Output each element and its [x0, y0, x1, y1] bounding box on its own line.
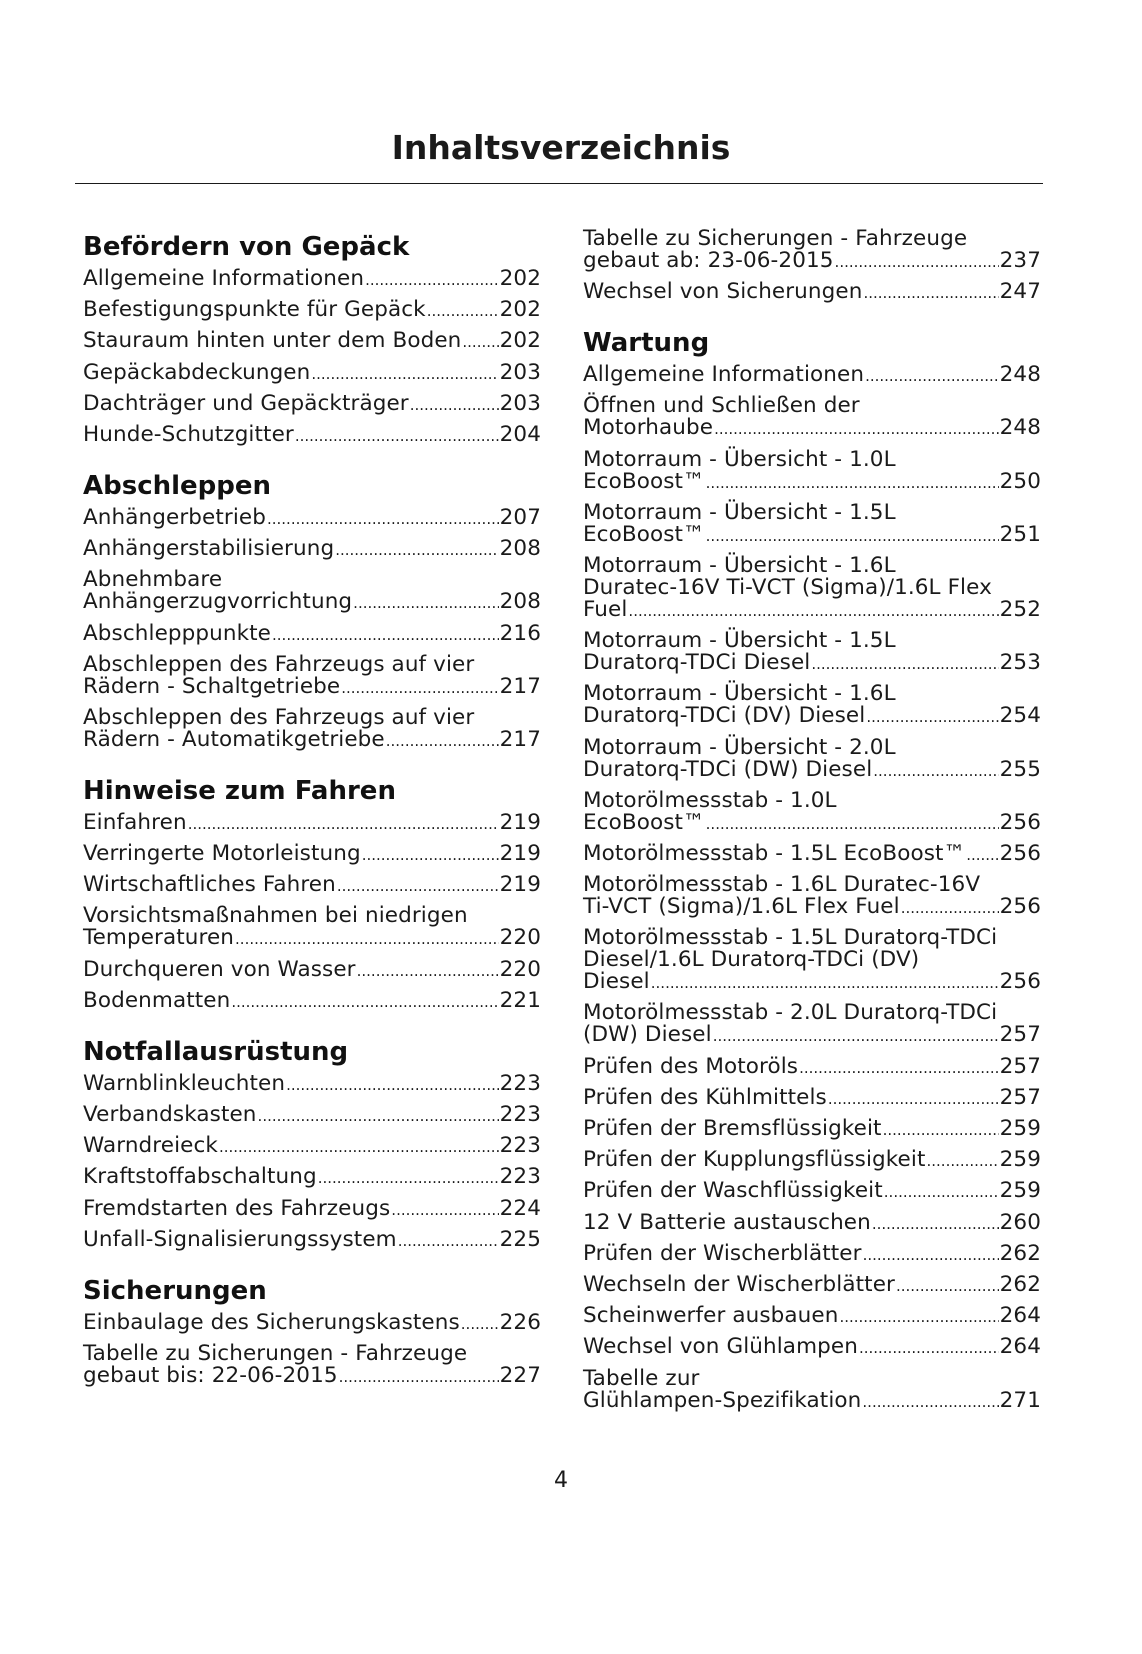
dot-leader: [362, 843, 499, 866]
toc-page-number: 223: [499, 1133, 541, 1159]
toc-entry[interactable]: [83, 987, 541, 1013]
toc-entry-row: [83, 390, 541, 416]
toc-entry-row: [83, 359, 541, 385]
dot-leader: [628, 599, 998, 622]
toc-entry[interactable]: [83, 268, 541, 291]
dot-leader: [295, 424, 499, 447]
dot-leader: [651, 971, 999, 994]
dot-leader: [835, 250, 999, 273]
page-number: 4: [554, 1468, 568, 1493]
dot-leader: [337, 874, 499, 897]
toc-entry[interactable]: [583, 1305, 1041, 1328]
toc-entry-title: Diesel: [583, 969, 650, 995]
dot-leader: [286, 1073, 499, 1096]
section-heading: Abschleppen: [83, 470, 272, 501]
toc-entry[interactable]: [583, 1336, 1041, 1359]
toc-section-abschleppen: [83, 469, 541, 752]
dot-leader: [866, 705, 998, 728]
toc-entry[interactable]: [583, 552, 1041, 622]
dot-leader: [896, 1274, 999, 1297]
toc-entry-row: [583, 1387, 1041, 1413]
toc-entry-title: Rädern - Schaltgetriebe: [83, 673, 341, 699]
dot-leader: [901, 896, 999, 919]
toc-page-number: 204: [499, 421, 541, 447]
dot-leader: [398, 1229, 499, 1252]
toc-entry[interactable]: [83, 1309, 541, 1335]
toc-entry-title: 12 V Batterie austauschen: [583, 1209, 871, 1235]
toc-entry[interactable]: [83, 1195, 541, 1221]
toc-entry-title-line: Motorraum - Übersicht - 1.5L: [583, 499, 896, 525]
toc-entry-row: [583, 1147, 1041, 1173]
toc-entry[interactable]: [83, 704, 541, 752]
section-heading: Sicherungen: [83, 1275, 267, 1306]
dot-leader: [799, 1056, 999, 1079]
toc-entry-title: gebaut ab: 23-06-2015: [583, 248, 834, 273]
toc-entry-row: [583, 1022, 1041, 1048]
toc-entry[interactable]: [583, 228, 1041, 273]
toc-entry-row: [583, 1271, 1041, 1297]
toc-entry[interactable]: [583, 1180, 1041, 1203]
toc-entry-row: [583, 468, 1041, 494]
toc-entry-title: Befestigungspunkte für Gepäck: [83, 297, 426, 323]
toc-entry-title: Duratorq-TDCi (DW) Diesel: [583, 756, 873, 782]
toc-entry-title: Warndreieck: [83, 1133, 218, 1159]
toc-page-number: 262: [999, 1271, 1041, 1297]
dot-leader: [410, 393, 499, 416]
toc-entry-title: Prüfen der Bremsflüssigkeit: [583, 1116, 882, 1141]
toc-page-number: 224: [499, 1195, 541, 1221]
toc-entry-row: [83, 1070, 541, 1096]
toc-entry[interactable]: [583, 874, 1041, 919]
toc-page-number: 207: [499, 504, 541, 530]
toc-page-number: 251: [999, 521, 1041, 547]
toc-entry[interactable]: [583, 364, 1041, 387]
toc-section-sicherungen: [83, 1274, 541, 1388]
toc-entry-title-line: Vorsichtsmaßnahmen bei niedrigen: [83, 903, 468, 929]
dot-leader: [706, 471, 999, 494]
section-heading: Notfallausrüstung: [83, 1036, 349, 1067]
toc-entry[interactable]: [583, 1209, 1041, 1235]
toc-entry-title-line: Motorraum - Übersicht - 1.6L: [583, 681, 896, 707]
toc-entry-title: Prüfen des Motoröls: [583, 1053, 799, 1079]
toc-entry-title: Wechsel von Glühlampen: [583, 1334, 858, 1360]
toc-entry-row: [583, 840, 1041, 866]
toc-entry-row: [83, 1309, 541, 1335]
toc-left-column: [83, 230, 541, 1410]
toc-entry-title: Ti-VCT (Sigma)/1.6L Flex Fuel: [583, 894, 900, 920]
toc-section-befoerdern-von-gepaeck: [83, 230, 541, 447]
toc-entry-title: Motorölmessstab - 1.5L EcoBoost™: [583, 840, 966, 866]
toc-entry[interactable]: [83, 421, 541, 447]
toc-entry-title: Prüfen der Waschflüssigkeit: [583, 1178, 883, 1204]
toc-entry[interactable]: [583, 395, 1041, 440]
toc-entry-title: Unfall-Signalisierungssystem: [83, 1226, 397, 1252]
toc-entry[interactable]: [83, 1340, 541, 1388]
toc-entry-title: Allgemeine Informationen: [83, 266, 365, 291]
dot-leader: [318, 1166, 499, 1189]
toc-page-number: 217: [499, 726, 541, 752]
toc-entry-title-line: Motorölmessstab - 1.5L Duratorq-TDCi: [583, 925, 998, 951]
toc-entry-title: gebaut bis: 22-06-2015: [83, 1362, 338, 1388]
dot-leader: [357, 959, 499, 982]
toc-entry-row: [583, 415, 1041, 441]
section-heading: Hinweise zum Fahren: [83, 775, 396, 806]
toc-page-number: 247: [999, 279, 1041, 305]
toc-entry[interactable]: [83, 538, 541, 561]
toc-entry-title: Prüfen des Kühlmittels: [583, 1084, 827, 1110]
dot-leader: [231, 990, 498, 1013]
toc-entry-title-line: Abschleppen des Fahrzeugs auf vier: [83, 651, 475, 677]
toc-entry[interactable]: [83, 620, 541, 646]
dot-leader: [272, 623, 499, 646]
toc-entry[interactable]: [583, 927, 1041, 994]
dot-leader: [353, 591, 498, 614]
toc-entry-title: Duratorq-TDCi (DV) Diesel: [583, 703, 866, 729]
toc-entry-row: [83, 841, 541, 867]
toc-entry[interactable]: [83, 843, 541, 866]
dot-leader: [863, 281, 998, 304]
toc-entry[interactable]: [583, 281, 1041, 304]
toc-entry[interactable]: [83, 504, 541, 530]
toc-page-number: 237: [999, 248, 1041, 273]
toc-page-number: 260: [999, 1209, 1041, 1235]
dot-leader: [188, 812, 499, 835]
toc-entry-title: Prüfen der Kupplungsflüssigkeit: [583, 1147, 926, 1173]
dot-leader: [927, 1149, 999, 1172]
dot-leader: [873, 759, 998, 782]
toc-entry-row: [83, 673, 541, 699]
toc-entry-title: Glühlampen-Spezifikation: [583, 1387, 862, 1413]
toc-entry-title: (DW) Diesel: [583, 1022, 712, 1048]
toc-entry-title-line: Motorölmessstab - 1.0L: [583, 787, 837, 813]
dot-leader: [267, 507, 499, 530]
toc-entry-row: [583, 521, 1041, 547]
dot-leader: [339, 1365, 499, 1388]
toc-entry-row: [83, 1133, 541, 1159]
toc-entry-row: [583, 756, 1041, 782]
toc-entry[interactable]: [83, 1226, 541, 1252]
toc-entry-row: [83, 1226, 541, 1252]
toc-entry-row: [83, 987, 541, 1013]
toc-entry-row: [83, 297, 541, 323]
toc-entry-title: Fremdstarten des Fahrzeugs: [83, 1195, 391, 1221]
toc-page-number: 264: [999, 1303, 1041, 1329]
toc-entry-title: Einfahren: [83, 809, 187, 835]
dot-leader: [828, 1087, 999, 1110]
toc-entry-row: [583, 1053, 1041, 1079]
dot-leader: [365, 268, 499, 291]
toc-entry-row: [83, 809, 541, 835]
toc-page-number: 203: [499, 359, 541, 385]
toc-entry[interactable]: [583, 1365, 1041, 1413]
toc-entry-title-line: Motorraum - Übersicht - 1.6L: [583, 552, 896, 578]
toc-entry[interactable]: [83, 1135, 541, 1158]
toc-page-number: 216: [499, 620, 541, 646]
toc-entry-title: Hunde-Schutzgitter: [83, 421, 294, 447]
toc-page-number: 227: [499, 1362, 541, 1388]
dot-leader: [341, 676, 498, 699]
toc-entry[interactable]: [83, 359, 541, 385]
toc-entry-title-line: Motorraum - Übersicht - 1.5L: [583, 628, 896, 654]
toc-section-hinweise-zum-fahren: [83, 774, 541, 1013]
toc-section-notfallausruestung: [83, 1035, 541, 1252]
toc-entry[interactable]: [583, 1240, 1041, 1266]
toc-entry-row: [583, 1334, 1041, 1360]
toc-page-number: 220: [499, 925, 541, 951]
dot-leader: [884, 1180, 999, 1203]
toc-page-number: 264: [999, 1334, 1041, 1360]
toc-page-number: 203: [499, 390, 541, 416]
dot-leader: [427, 299, 499, 322]
dot-leader: [865, 364, 999, 387]
toc-section-wartung: [583, 326, 1041, 1412]
section-heading: Befördern von Gepäck: [83, 232, 410, 262]
toc-entry-title: Einbaulage des Sicherungskastens: [83, 1309, 460, 1335]
toc-entry-title-line: Öffnen und Schließen der: [583, 393, 860, 419]
toc-entry[interactable]: [83, 905, 541, 950]
toc-page-number: 257: [999, 1084, 1041, 1110]
toc-entry-title: Durchqueren von Wasser: [83, 956, 356, 982]
toc-entry[interactable]: [583, 1149, 1041, 1172]
toc-entry-title: Stauraum hinten unter dem Boden: [83, 328, 462, 354]
toc-page-number: 248: [999, 415, 1041, 441]
title-divider: [75, 183, 1043, 184]
toc-page-number: 219: [499, 841, 541, 867]
toc-entry[interactable]: [583, 1002, 1041, 1047]
toc-page-number: 248: [999, 362, 1041, 388]
toc-entry[interactable]: [83, 956, 541, 982]
toc-entry-row: [83, 872, 541, 898]
toc-entry-row: [583, 1240, 1041, 1266]
dot-leader: [872, 1212, 999, 1235]
dot-leader: [713, 1024, 999, 1047]
dot-leader: [391, 1198, 498, 1221]
toc-entry-row: [83, 266, 541, 291]
toc-section-continued: [583, 228, 1041, 304]
toc-entry-title: Allgemeine Informationen: [583, 362, 865, 388]
toc-entry-row: [583, 248, 1041, 273]
toc-entry-row: [83, 504, 541, 530]
toc-entry-title-line: Motorölmessstab - 2.0L Duratorq-TDCi: [583, 1000, 998, 1026]
toc-entry-title: Abschlepppunkte: [83, 620, 272, 646]
toc-entry-title: Scheinwerfer ausbauen: [583, 1303, 839, 1329]
toc-page-number: 208: [499, 536, 541, 562]
toc-entry-row: [83, 726, 541, 752]
toc-entry[interactable]: [83, 390, 541, 416]
toc-entry-row: [583, 969, 1041, 995]
dot-leader: [462, 330, 498, 353]
toc-entry-row: [583, 894, 1041, 920]
toc-entry-title: Dachträger und Gepäckträger: [83, 390, 409, 416]
toc-entry-row: [83, 421, 541, 447]
toc-entry-row: [83, 1102, 541, 1127]
toc-page-number: 217: [499, 673, 541, 699]
toc-entry-row: [583, 1116, 1041, 1141]
toc-entry-title-line: Motorraum - Übersicht - 2.0L: [583, 734, 896, 760]
toc-entry-row: [83, 589, 541, 615]
toc-page-number: 259: [999, 1178, 1041, 1204]
toc-entry[interactable]: [83, 1070, 541, 1096]
toc-entry[interactable]: [583, 499, 1041, 547]
toc-entry-title: Motorhaube: [583, 415, 714, 441]
toc-entry-title: Prüfen der Wischerblätter: [583, 1240, 862, 1266]
toc-entry[interactable]: [83, 299, 541, 322]
toc-right-column: [583, 228, 1041, 1435]
toc-entry-row: [583, 703, 1041, 729]
toc-entry-row: [83, 536, 541, 562]
dot-leader: [883, 1118, 999, 1141]
toc-entry-title: Bodenmatten: [83, 987, 231, 1013]
toc-entry[interactable]: [83, 874, 541, 897]
toc-entry-row: [83, 956, 541, 982]
toc-entry[interactable]: [583, 734, 1041, 782]
toc-entry[interactable]: [583, 787, 1041, 835]
dot-leader: [311, 362, 498, 385]
toc-entry-title: Warnblinkleuchten: [83, 1070, 286, 1096]
section-heading: Wartung: [583, 328, 710, 359]
toc-entry[interactable]: [583, 683, 1041, 728]
toc-entry-title: Wirtschaftliches Fahren: [83, 872, 336, 898]
dot-leader: [335, 538, 498, 561]
dot-leader: [862, 1390, 998, 1413]
dot-leader: [219, 1135, 499, 1158]
toc-entry[interactable]: [583, 1053, 1041, 1079]
toc-entry-title-line: Abschleppen des Fahrzeugs auf vier: [83, 704, 475, 730]
toc-page-number: 253: [999, 650, 1041, 676]
toc-entry-title: Temperaturen: [83, 925, 235, 951]
toc-entry-row: [583, 1084, 1041, 1110]
toc-entry-title: EcoBoost™: [583, 809, 705, 835]
toc-entry-row: [583, 1209, 1041, 1235]
toc-page-number: 252: [999, 596, 1041, 622]
toc-page-number: 259: [999, 1147, 1041, 1173]
toc-page-number: 208: [499, 589, 541, 615]
toc-page-number: 256: [999, 809, 1041, 835]
toc-entry-title-line: Tabelle zu Sicherungen - Fahrzeuge: [83, 1340, 468, 1366]
page-title: Inhaltsverzeichnis: [391, 128, 731, 167]
toc-page-number: 223: [499, 1102, 541, 1127]
toc-entry-title: Verringerte Motorleistung: [83, 841, 361, 867]
toc-page-number: 219: [499, 809, 541, 835]
toc-entry[interactable]: [83, 1166, 541, 1189]
toc-page-number: 223: [499, 1164, 541, 1190]
dot-leader: [863, 1243, 999, 1266]
toc-page-number: 250: [999, 468, 1041, 494]
toc-entry-title-line: Tabelle zur: [583, 1365, 700, 1391]
toc-page-number: 221: [499, 987, 541, 1013]
toc-entry[interactable]: [583, 630, 1041, 675]
toc-entry[interactable]: [583, 1271, 1041, 1297]
toc-page-number: 256: [999, 969, 1041, 995]
dot-leader: [706, 524, 999, 547]
toc-entry-title-line: Tabelle zu Sicherungen - Fahrzeuge: [583, 226, 968, 251]
toc-entry-title: Wechsel von Sicherungen: [583, 279, 863, 305]
toc-page-number: 257: [999, 1022, 1041, 1048]
toc-page-number: 256: [999, 894, 1041, 920]
toc-entry-title: Rädern - Automatikgetriebe: [83, 726, 385, 752]
toc-entry-row: [83, 1195, 541, 1221]
toc-page-number: 271: [999, 1387, 1041, 1413]
dot-leader: [839, 1305, 998, 1328]
toc-page-number: 262: [999, 1240, 1041, 1266]
dot-leader: [386, 729, 499, 752]
toc-page-number: 255: [999, 756, 1041, 782]
toc-page-number: 223: [499, 1070, 541, 1096]
toc-entry-title: Wechseln der Wischerblätter: [583, 1271, 895, 1297]
toc-entry-title-line: Abnehmbare: [83, 567, 223, 593]
toc-entry[interactable]: [583, 840, 1041, 866]
toc-entry[interactable]: [83, 651, 541, 699]
toc-entry-row: [83, 1164, 541, 1190]
toc-entry[interactable]: [83, 330, 541, 353]
toc-entry-title: EcoBoost™: [583, 521, 705, 547]
toc-entry-row: [583, 1303, 1041, 1329]
toc-page-number: 225: [499, 1226, 541, 1252]
toc-entry-title: Verbandskasten: [83, 1102, 257, 1127]
toc-page-number: 254: [999, 703, 1041, 729]
toc-entry-row: [583, 596, 1041, 622]
toc-entry-title-line: Diesel/1.6L Duratorq-TDCi (DV): [583, 947, 920, 973]
toc-entry[interactable]: [583, 446, 1041, 494]
toc-entry-row: [583, 362, 1041, 388]
toc-entry-row: [83, 925, 541, 951]
dot-leader: [714, 417, 999, 440]
toc-entry-title: Kraftstoffabschaltung: [83, 1164, 317, 1190]
toc-entry-title: Anhängerstabilisierung: [83, 536, 335, 562]
dot-leader: [461, 1312, 499, 1335]
dot-leader: [706, 812, 999, 835]
toc-entry-row: [583, 1178, 1041, 1204]
toc-entry[interactable]: [83, 809, 541, 835]
dot-leader: [859, 1336, 999, 1359]
toc-page-number: 202: [499, 328, 541, 354]
toc-page-number: 226: [499, 1309, 541, 1335]
toc-page-number: 202: [499, 297, 541, 323]
toc-page-number: 220: [499, 956, 541, 982]
toc-entry-row: [83, 328, 541, 354]
toc-entry-title: Anhängerzugvorrichtung: [83, 589, 353, 615]
dot-leader: [235, 927, 499, 950]
toc-entry[interactable]: [583, 1084, 1041, 1110]
dot-leader: [811, 652, 998, 675]
toc-page-number: 219: [499, 872, 541, 898]
toc-entry-title-line: Duratec-16V Ti-VCT (Sigma)/1.6L Flex: [583, 574, 992, 600]
toc-entry-row: [83, 620, 541, 646]
toc-entry-title-line: Motorölmessstab - 1.6L Duratec-16V: [583, 872, 981, 898]
toc-entry-title: Anhängerbetrieb: [83, 504, 266, 530]
toc-page-number: 259: [999, 1116, 1041, 1141]
dot-leader: [258, 1104, 499, 1127]
toc-page-number: 257: [999, 1053, 1041, 1079]
toc-entry-row: [583, 279, 1041, 305]
toc-entry-title: EcoBoost™: [583, 468, 705, 494]
toc-entry-title: Fuel: [583, 596, 628, 622]
toc-entry-title-line: Motorraum - Übersicht - 1.0L: [583, 446, 896, 472]
toc-page-number: 256: [999, 840, 1041, 866]
toc-entry[interactable]: [83, 1104, 541, 1127]
toc-entry-row: [583, 809, 1041, 835]
toc-entry-row: [83, 1362, 541, 1388]
toc-entry[interactable]: [583, 1118, 1041, 1141]
toc-entry[interactable]: [83, 569, 541, 614]
dot-leader: [966, 843, 998, 866]
toc-entry-row: [583, 650, 1041, 676]
toc-entry-title: Duratorq-TDCi Diesel: [583, 650, 811, 676]
toc-page-number: 202: [499, 266, 541, 291]
toc-entry-title: Gepäckabdeckungen: [83, 359, 311, 385]
